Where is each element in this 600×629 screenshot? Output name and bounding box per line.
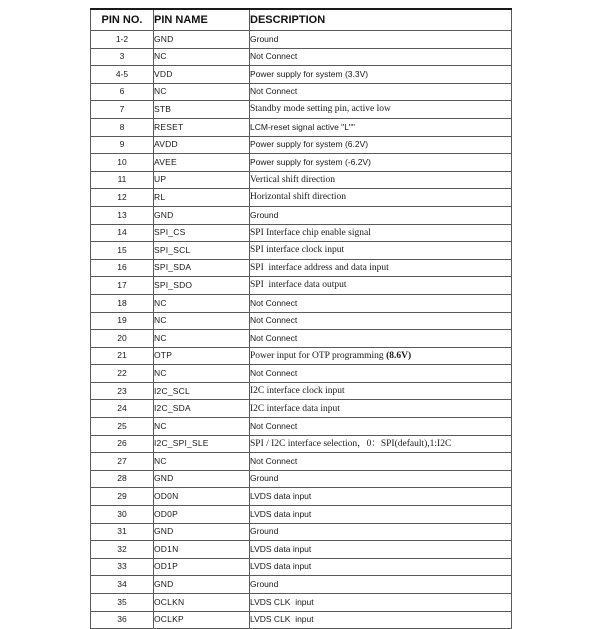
- pin-name-cell: NC: [154, 330, 250, 348]
- table-row: [91, 189, 512, 207]
- pin-no-cell: 8: [91, 118, 154, 136]
- pin-no-cell: 32: [91, 541, 154, 559]
- table-row: [91, 576, 512, 594]
- pin-name-cell: OCLKP: [154, 611, 250, 629]
- table-row: [91, 435, 512, 453]
- pin-no-cell: 25: [91, 418, 154, 436]
- description-cell: [250, 48, 512, 66]
- pin-name-cell: GND: [154, 31, 250, 49]
- description-cell: [250, 242, 512, 260]
- description-cell: [250, 136, 512, 154]
- description-cell: [250, 312, 512, 330]
- table-row: [91, 400, 512, 418]
- pin-no-cell: 9: [91, 136, 154, 154]
- description-cell: [250, 611, 512, 629]
- table-row: [91, 523, 512, 541]
- pin-no-cell: 21: [91, 347, 154, 365]
- pin-assignment-table: [90, 8, 512, 629]
- description-text: Power supply for system (-6.2V): [250, 156, 371, 167]
- pin-name-cell: GND: [154, 470, 250, 488]
- description-cell: [250, 523, 512, 541]
- description-text: LVDS data input: [250, 543, 312, 554]
- table-row: [91, 242, 512, 260]
- table-row: [91, 453, 512, 471]
- description-text: Ground: [250, 33, 279, 44]
- description-cell: [250, 31, 512, 49]
- pin-no-cell: 1-2: [91, 31, 154, 49]
- description-cell: [250, 189, 512, 207]
- pin-no-cell: 31: [91, 523, 154, 541]
- pin-name-cell: AVEE: [154, 154, 250, 172]
- description-cell: [250, 330, 512, 348]
- description-text: Not Connect: [250, 297, 298, 308]
- description-cell: [250, 118, 512, 136]
- description-cell: [250, 400, 512, 418]
- pin-name-cell: NC: [154, 365, 250, 383]
- table-row: [91, 594, 512, 612]
- description-text: SPI interface clock input: [250, 245, 345, 256]
- description-cell: [250, 594, 512, 612]
- description-text: I2C interface clock input: [250, 385, 345, 396]
- description-text: Not Connect: [250, 86, 298, 97]
- table-row: [91, 83, 512, 101]
- pin-no-cell: 18: [91, 294, 154, 312]
- table-body: [91, 31, 512, 629]
- pin-name-cell: GND: [154, 523, 250, 541]
- description-cell: [250, 66, 512, 84]
- table-row: [91, 558, 512, 576]
- table-row: [91, 382, 512, 400]
- description-cell: [250, 558, 512, 576]
- pin-name-cell: SPI_SDO: [154, 277, 250, 295]
- pin-no-cell: 4-5: [91, 66, 154, 84]
- header-pin-no: PIN NO.: [91, 9, 154, 31]
- description-text: LVDS data input: [250, 508, 312, 519]
- header-description: DESCRIPTION: [250, 9, 512, 31]
- description-cell: [250, 541, 512, 559]
- description-text: Power supply for system (6.2V): [250, 139, 369, 150]
- description-cell: [250, 83, 512, 101]
- table-row: [91, 66, 512, 84]
- pin-no-cell: 26: [91, 435, 154, 453]
- header-pin-name: PIN NAME: [154, 9, 250, 31]
- table-row: [91, 611, 512, 629]
- table-row: [91, 206, 512, 224]
- pin-no-cell: 15: [91, 242, 154, 260]
- description-cell: [250, 435, 512, 453]
- description-cell: [250, 294, 512, 312]
- table-row: [91, 330, 512, 348]
- pin-name-cell: OTP: [154, 347, 250, 365]
- table-row: [91, 541, 512, 559]
- pin-no-cell: 34: [91, 576, 154, 594]
- description-cell: [250, 224, 512, 242]
- description-text: LCM-reset signal active "L"": [250, 121, 355, 132]
- pin-name-cell: SPI_SDA: [154, 259, 250, 277]
- table-row: [91, 101, 512, 119]
- table-row: [91, 506, 512, 524]
- pin-name-cell: SPI_CS: [154, 224, 250, 242]
- description-text: Power input for OTP programming: [250, 350, 387, 361]
- pin-no-cell: 3: [91, 48, 154, 66]
- table-row: [91, 365, 512, 383]
- pin-name-cell: GND: [154, 576, 250, 594]
- pin-name-cell: GND: [154, 206, 250, 224]
- pin-no-cell: 16: [91, 259, 154, 277]
- pin-name-cell: VDD: [154, 66, 250, 84]
- description-text: SPI interface address and data input: [250, 262, 389, 273]
- pin-name-cell: I2C_SCL: [154, 382, 250, 400]
- description-cell: [250, 418, 512, 436]
- description-text: I2C interface data input: [250, 403, 340, 414]
- pin-name-cell: OD0N: [154, 488, 250, 506]
- description-text: Not Connect: [250, 455, 298, 466]
- pin-name-cell: STB: [154, 101, 250, 119]
- table-row: [91, 312, 512, 330]
- table-row: [91, 224, 512, 242]
- description-text: Vertical shift direction: [250, 174, 335, 185]
- pin-name-cell: UP: [154, 171, 250, 189]
- pin-no-cell: 35: [91, 594, 154, 612]
- pin-name-cell: OCLKN: [154, 594, 250, 612]
- pin-no-cell: 30: [91, 506, 154, 524]
- description-text: LVDS data input: [250, 561, 312, 572]
- pin-no-cell: 13: [91, 206, 154, 224]
- pin-no-cell: 23: [91, 382, 154, 400]
- pin-no-cell: 10: [91, 154, 154, 172]
- description-text: Standby mode setting pin, active low: [250, 104, 391, 115]
- description-text: Not Connect: [250, 315, 298, 326]
- table-row: [91, 277, 512, 295]
- pin-name-cell: NC: [154, 418, 250, 436]
- description-cell: [250, 382, 512, 400]
- description-bold-text: (8.6V): [386, 350, 412, 361]
- description-text: Not Connect: [250, 51, 298, 62]
- pin-name-cell: NC: [154, 83, 250, 101]
- pin-no-cell: 20: [91, 330, 154, 348]
- description-text: Ground: [250, 579, 279, 590]
- pin-no-cell: 36: [91, 611, 154, 629]
- description-cell: [250, 259, 512, 277]
- pin-name-cell: RL: [154, 189, 250, 207]
- pin-no-cell: 14: [91, 224, 154, 242]
- description-cell: [250, 365, 512, 383]
- description-cell: [250, 101, 512, 119]
- table-row: [91, 136, 512, 154]
- description-cell: [250, 206, 512, 224]
- pin-name-cell: I2C_SDA: [154, 400, 250, 418]
- pin-no-cell: 29: [91, 488, 154, 506]
- description-text: LVDS CLK input: [250, 596, 314, 607]
- pin-no-cell: 27: [91, 453, 154, 471]
- pin-no-cell: 33: [91, 558, 154, 576]
- pin-no-cell: 28: [91, 470, 154, 488]
- pin-no-cell: 24: [91, 400, 154, 418]
- description-cell: [250, 277, 512, 295]
- pin-no-cell: 12: [91, 189, 154, 207]
- description-cell: [250, 171, 512, 189]
- description-text: SPI interface data output: [250, 280, 347, 291]
- table-row: [91, 154, 512, 172]
- pin-no-cell: 17: [91, 277, 154, 295]
- pin-name-cell: NC: [154, 453, 250, 471]
- description-text: LVDS CLK input: [250, 614, 314, 625]
- pin-name-cell: OD1P: [154, 558, 250, 576]
- description-cell: [250, 576, 512, 594]
- pin-name-cell: RESET: [154, 118, 250, 136]
- pin-name-cell: NC: [154, 48, 250, 66]
- header-row: [91, 9, 512, 31]
- pin-name-cell: OD0P: [154, 506, 250, 524]
- description-text: Not Connect: [250, 420, 298, 431]
- description-cell: [250, 470, 512, 488]
- pin-no-cell: 11: [91, 171, 154, 189]
- pin-name-cell: NC: [154, 294, 250, 312]
- description-text: Ground: [250, 473, 279, 484]
- pin-no-cell: 6: [91, 83, 154, 101]
- pin-no-cell: 22: [91, 365, 154, 383]
- description-text: LVDS data input: [250, 491, 312, 502]
- pin-name-cell: I2C_SPI_SLE: [154, 435, 250, 453]
- table-row: [91, 470, 512, 488]
- description-text: SPI / I2C interface selection，0：SPI(default),1:I2C: [250, 438, 452, 449]
- pin-name-cell: AVDD: [154, 136, 250, 154]
- table-row: [91, 347, 512, 365]
- description-cell: [250, 154, 512, 172]
- description-text: Not Connect: [250, 367, 298, 378]
- table-row: [91, 294, 512, 312]
- description-text: Ground: [250, 209, 279, 220]
- table-row: [91, 118, 512, 136]
- description-text: Horizontal shift direction: [250, 192, 347, 203]
- description-cell: [250, 506, 512, 524]
- description-text: Ground: [250, 526, 279, 537]
- description-cell: [250, 453, 512, 471]
- table-row: [91, 171, 512, 189]
- pin-name-cell: SPI_SCL: [154, 242, 250, 260]
- description-cell: [250, 488, 512, 506]
- table-row: [91, 488, 512, 506]
- table-row: [91, 48, 512, 66]
- pin-no-cell: 7: [91, 101, 154, 119]
- table-row: [91, 31, 512, 49]
- description-text: Not Connect: [250, 332, 298, 343]
- table-row: [91, 418, 512, 436]
- description-text: SPI Interface chip enable signal: [250, 227, 371, 238]
- table-row: [91, 259, 512, 277]
- pin-name-cell: NC: [154, 312, 250, 330]
- pin-no-cell: 19: [91, 312, 154, 330]
- description-cell: [250, 347, 512, 365]
- pin-name-cell: OD1N: [154, 541, 250, 559]
- description-text: Power supply for system (3.3V): [250, 68, 369, 79]
